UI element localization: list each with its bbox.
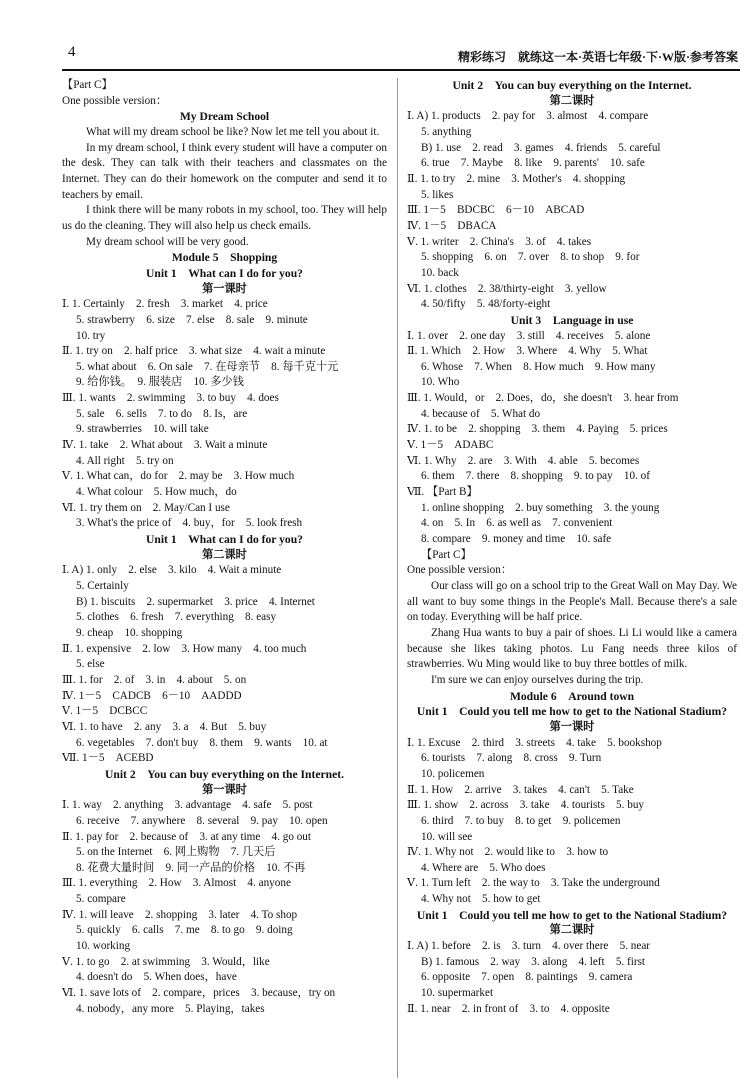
answer-line: 6. them 7. there 8. shopping 9. to pay 10. of xyxy=(421,470,651,483)
answer-line: 5. strawberry 6. size 7. else 8. sale 9. minute xyxy=(76,313,308,326)
answer-line: 5. likes xyxy=(421,188,454,201)
essay-paragraph: What will my dream school be like? Now let me tell you about it. xyxy=(86,125,380,138)
answer-line: 4. What colour 5. How much，do xyxy=(76,486,237,499)
answer-line: 6. true 7. Maybe 8. like 9. parents' 10. safe xyxy=(421,157,645,170)
answer-line: Ⅴ. 1. to go 2. at swimming 3. Would，like xyxy=(62,955,270,968)
answer-line: 10. will see xyxy=(421,830,473,843)
answer-line: Ⅲ. 1. show 2. across 3. take 4. tourists 5. buy xyxy=(407,799,645,812)
answer-line: B) 1. biscuits 2. supermarket 3. price 4. Internet xyxy=(76,595,315,608)
running-title: 精彩练习 就练这一本·英语七年级·下·W版·参考答案 xyxy=(457,50,738,64)
section-heading: Module 6 Around town xyxy=(509,689,635,703)
answer-line: 4. Where are 5. Who does xyxy=(421,861,546,874)
right-column xyxy=(407,78,737,1078)
lesson-subheading: 第一课时 xyxy=(202,282,247,295)
essay-paragraph: I think there will be many robots in my school, too. They will help us do the cleaning. They will also help us check emails. xyxy=(62,204,387,232)
answer-line: 9. cheap 10. shopping xyxy=(76,626,183,639)
answer-line: Ⅱ. 1. try on 2. half price 3. what size 4. wait a minute xyxy=(62,345,326,358)
answer-line: 【Part C】 xyxy=(62,79,113,91)
answer-line: 10. supermarket xyxy=(421,987,494,1000)
answer-line: 6. receive 7. anywhere 8. several 9. pay 10. open xyxy=(76,814,328,827)
answer-line: Ⅲ. 1. Would，or 2. Does，do，she doesn't 3. hear from xyxy=(407,392,679,405)
answer-line: Ⅱ. 1. pay for 2. because of 3. at any time 4. go out xyxy=(62,830,312,843)
answer-line: Ⅴ. 1－5 ADABC xyxy=(407,439,494,452)
lesson-subheading: 第二课时 xyxy=(202,548,247,561)
answer-line: Ⅴ. 1－5 DCBCC xyxy=(62,705,148,718)
page-number: 4 xyxy=(68,44,76,60)
answer-line: Ⅱ. 1. near 2. in front of 3. to 4. opposite xyxy=(407,1002,610,1015)
section-heading: Unit 2 You can buy everything on the Internet. xyxy=(105,767,344,781)
answer-line: 6. third 7. to buy 8. to get 9. policemen xyxy=(421,814,621,827)
answer-line: Ⅰ. A) 1. products 2. pay for 3. almost 4. compare xyxy=(407,110,649,123)
answer-line: Ⅳ. 1－5 CADCB 6－10 AADDD xyxy=(62,689,242,702)
answer-line: 10. policemen xyxy=(421,767,485,780)
answer-line: Ⅰ. 1. way 2. anything 3. advantage 4. safe 5. post xyxy=(62,799,313,812)
answer-line: 5. Certainly xyxy=(76,580,129,592)
essay-paragraph: Our class will go on a school trip to the Great Wall on May Day. We all want to buy some things in the People's Mall. Because there's a sale on today. Everything will be half price. xyxy=(407,580,737,624)
answer-line: 5. clothes 6. fresh 7. everything 8. easy xyxy=(76,611,277,624)
answer-line: Ⅴ. 1. What can，do for 2. may be 3. How much xyxy=(62,470,295,483)
answer-line: Ⅶ. 【Part B】 xyxy=(407,486,478,499)
answer-line: 10. try xyxy=(76,329,106,342)
answer-line: 6. vegetables 7. don't buy 8. them 9. wants 10. at xyxy=(76,736,328,749)
answer-line: 10. Who xyxy=(421,376,460,389)
answer-line: 4. All right 5. try on xyxy=(76,454,174,467)
answer-line: Ⅵ. 1. try them on 2. May/Can I use xyxy=(62,501,230,514)
answer-line: Ⅴ. 1. writer 2. China's 3. of 4. takes xyxy=(407,235,592,248)
answer-line: Ⅵ. 1. Why 2. are 3. With 4. able 5. becomes xyxy=(407,454,640,467)
answer-line: 5. compare xyxy=(76,893,126,906)
essay-paragraph: Zhang Hua wants to buy a pair of shoes. Li Li would like a camera because she likes taking photos. Lu Fang needs three kilos of strawberries. Wu Ming would like to buy three bottles of milk. xyxy=(407,626,737,671)
answer-line: Ⅳ. 1－5 DBACA xyxy=(407,219,497,232)
answer-line: 5. else xyxy=(76,658,105,671)
answer-line: 1. online shopping 2. buy something 3. the young xyxy=(421,501,660,514)
answer-line: Ⅲ. 1. for 2. of 3. in 4. about 5. on xyxy=(62,673,247,686)
answer-line: 5. sale 6. sells 7. to do 8. Is，are xyxy=(76,407,248,420)
answer-line: 10. working xyxy=(76,940,131,953)
answer-line: Ⅲ. 1－5 BDCBC 6－10 ABCAD xyxy=(407,204,585,217)
answer-line: 6. Whose 7. When 8. How much 9. How many xyxy=(421,360,656,373)
answer-line: 6. tourists 7. along 8. cross 9. Turn xyxy=(421,752,602,765)
answer-line: 4. nobody，any more 5. Playing，takes xyxy=(76,1002,265,1015)
answer-line: 5. shopping 6. on 7. over 8. to shop 9. for xyxy=(421,251,640,264)
answer-line: Ⅰ. 1. Certainly 2. fresh 3. market 4. price xyxy=(62,298,268,311)
answer-line: Ⅳ. 1. will leave 2. shopping 3. later 4. To shop xyxy=(62,908,298,921)
answer-line: Ⅵ. 1. clothes 2. 38/thirty-eight 3. yellow xyxy=(407,282,607,295)
essay-paragraph: I'm sure we can enjoy ourselves during the trip. xyxy=(431,673,644,686)
section-heading: Module 5 Shopping xyxy=(171,251,278,265)
answer-line: Ⅳ. 1. take 2. What about 3. Wait a minute xyxy=(62,439,268,452)
lesson-subheading: 第二课时 xyxy=(549,94,595,107)
left-column xyxy=(62,78,387,1078)
answer-line: 5. anything xyxy=(421,125,472,138)
answer-line: Ⅰ. 1. Excuse 2. third 3. streets 4. take 5. bookshop xyxy=(407,736,662,749)
answer-line: 5. what about 6. On sale 7. 在母亲节 8. 每千克十元 xyxy=(76,360,339,373)
answer-line: 6. opposite 7. open 8. paintings 9. camera xyxy=(421,971,633,984)
answer-line: 4. Why not 5. how to get xyxy=(421,893,541,906)
answer-line: Ⅰ. 1. over 2. one day 3. still 4. receives 5. alone xyxy=(407,329,651,342)
answer-line: 4. because of 5. What do xyxy=(421,407,541,420)
essay-paragraph: My dream school will be very good. xyxy=(86,235,249,248)
page-header xyxy=(0,40,750,70)
answer-line: Ⅵ. 1. to have 2. any 3. a 4. But 5. buy xyxy=(62,720,267,733)
column-divider xyxy=(397,78,398,1078)
answer-line: B) 1. use 2. read 3. games 4. friends 5. careful xyxy=(421,141,661,154)
section-heading: Unit 1 Could you tell me how to get to the National Stadium? xyxy=(416,705,728,719)
answer-line: Ⅱ. 1. to try 2. mine 3. Mother's 4. shopping xyxy=(407,172,626,185)
answer-line: 5. quickly 6. calls 7. me 8. to go 9. doing xyxy=(76,924,293,937)
answer-line: B) 1. famous 2. way 3. along 4. left 5. first xyxy=(421,955,646,968)
answer-line: One possible version： xyxy=(62,94,168,107)
answer-line: Ⅱ. 1. expensive 2. low 3. How many 4. too much xyxy=(62,642,307,655)
lesson-subheading: 第一课时 xyxy=(202,783,247,796)
answer-line: 4. 50/fifty 5. 48/forty-eight xyxy=(421,298,551,311)
lesson-subheading: 第一课时 xyxy=(549,720,595,733)
answer-line: 9. strawberries 10. will take xyxy=(76,423,209,436)
section-heading: Unit 3 Language in use xyxy=(510,313,634,327)
answer-line: 5. on the Internet 6. 网上购物 7. 几天后 xyxy=(76,846,276,859)
answer-line: 10. back xyxy=(421,266,459,279)
answer-line: 【Part C】 xyxy=(421,548,472,561)
answer-line: Ⅳ. 1. Why not 2. would like to 3. how to xyxy=(407,846,609,859)
answer-line: Ⅲ. 1. everything 2. How 3. Almost 4. anyone xyxy=(62,877,291,890)
answer-line: 4. on 5. In 6. as well as 7. convenient xyxy=(421,517,613,530)
section-heading: Unit 1 What can I do for you? xyxy=(146,266,303,280)
section-heading: Unit 2 You can buy everything on the Internet. xyxy=(452,79,692,92)
answer-line: Ⅴ. 1. Turn left 2. the way to 3. Take the underground xyxy=(407,877,660,890)
lesson-subheading: 第二课时 xyxy=(549,924,595,937)
answer-line: Ⅱ. 1. Which 2. How 3. Where 4. Why 5. What xyxy=(407,345,648,358)
answer-line: Ⅵ. 1. save lots of 2. compare，prices 3. because，try on xyxy=(62,987,336,1000)
answer-line: 4. doesn't do 5. When does，have xyxy=(76,971,237,984)
answer-line: Ⅰ. A) 1. only 2. else 3. kilo 4. Wait a minute xyxy=(62,564,282,577)
answer-line: Ⅰ. A) 1. before 2. is 3. turn 4. over there 5. near xyxy=(407,940,651,953)
answer-line: Ⅶ. 1－5 ACEBD xyxy=(62,752,154,765)
header-rule xyxy=(62,69,740,71)
answer-line: Ⅳ. 1. to be 2. shopping 3. them 4. Paying 5. prices xyxy=(407,423,668,436)
section-heading: My Dream School xyxy=(179,110,270,124)
answer-line: Ⅲ. 1. wants 2. swimming 3. to buy 4. does xyxy=(62,392,279,405)
answer-line: 8. 花费大量时间 9. 同一产品的价格 10. 不再 xyxy=(76,861,306,874)
answer-line: 9. 给你钱。 9. 服装店 10. 多少钱 xyxy=(76,376,244,389)
answer-line: One possible version： xyxy=(407,564,513,577)
answer-line: Ⅱ. 1. How 2. arrive 3. takes 4. can't 5. Take xyxy=(407,783,634,796)
answer-line: 3. What's the price of 4. buy，for 5. look fresh xyxy=(76,517,303,530)
essay-paragraph: In my dream school, I think every student will have a computer on the desk. They can talk with their teachers and classmates on the Internet. They can do their homework on the computer and send it to teachers by email. xyxy=(62,141,387,201)
section-heading: Unit 1 What can I do for you? xyxy=(146,533,303,547)
answer-line: 8. compare 9. money and time 10. safe xyxy=(421,533,612,546)
section-heading: Unit 1 Could you tell me how to get to the National Stadium? xyxy=(416,908,728,922)
